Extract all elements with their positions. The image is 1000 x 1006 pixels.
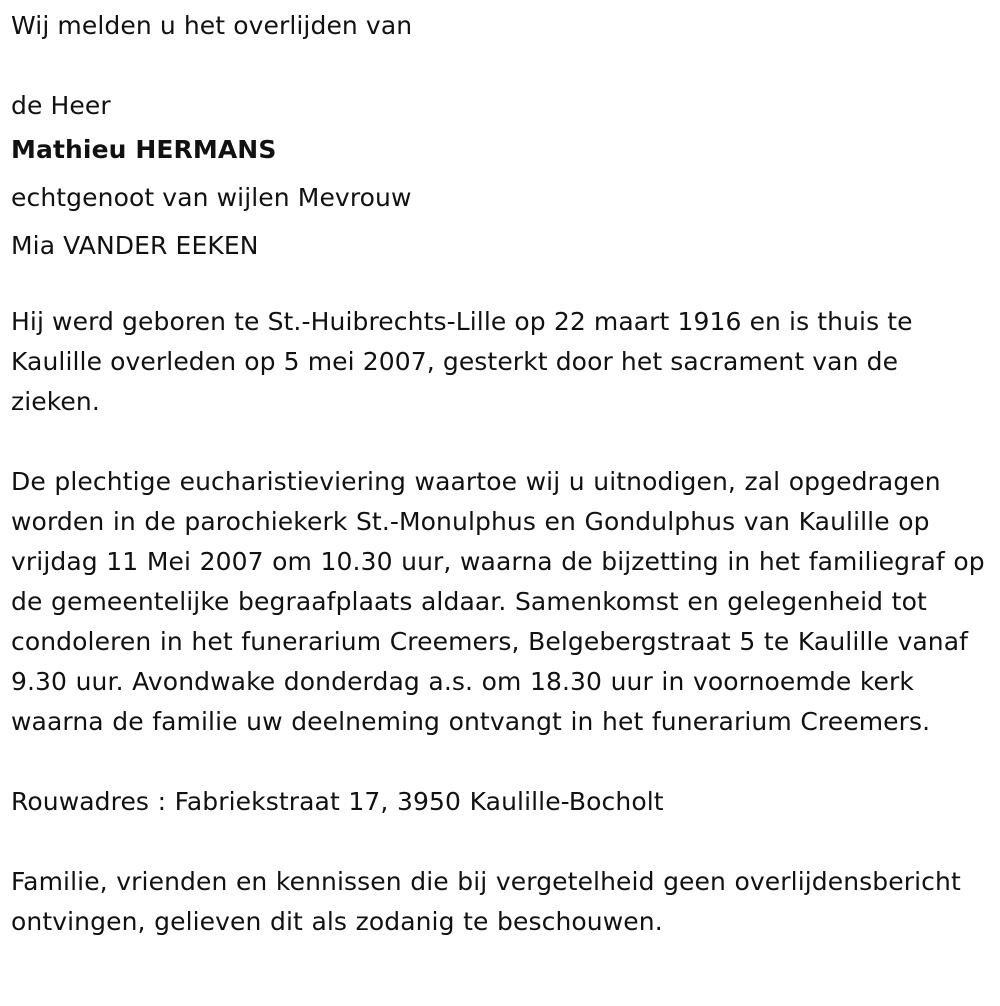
spouse-name: Mia VANDER EEKEN (11, 231, 259, 260)
address-paragraph: Rouwadres : Fabriekstraat 17, 3950 Kaulille-Bocholt (11, 787, 664, 816)
birth-death-paragraph: Hij werd geboren te St.-Huibrechts-Lille op 22 maart 1916 en is thuis te Kaulille overleden op 5 mei 2007, gesterkt door het sacrament van de zieken. (11, 307, 913, 416)
honorific: de Heer (11, 91, 111, 120)
spouse-line: echtgenoot van wijlen Mevrouw (11, 183, 412, 212)
ceremony-paragraph: De plechtige eucharistieviering waartoe wij u uitnodigen, zal opgedragen worden in de parochiekerk St.-Monulphus en Gondulphus van Kaulille op vrijdag 11 Mei 2007 om 10.30 uur, waarna de bijzetting in het familiegraf op de gemeentelijke begraafplaats aldaar. Samenkomst en gelegenheid tot condoleren in het funerarium Creemers, Belgebergstraat 5 te Kaulille vanaf 9.30 uur. Avondwake donderdag a.s. om 18.30 uur in voornoemde kerk waarna de familie uw deelneming ontvangt in het funerarium Creemers. (11, 467, 985, 736)
deceased-name: Mathieu HERMANS (11, 135, 277, 164)
intro-text: Wij melden u het overlijden van (11, 11, 413, 40)
closing-paragraph: Familie, vrienden en kennissen die bij vergetelheid geen overlijdensbericht ontvingen, gelieven dit als zodanig te beschouwen. (11, 867, 961, 936)
